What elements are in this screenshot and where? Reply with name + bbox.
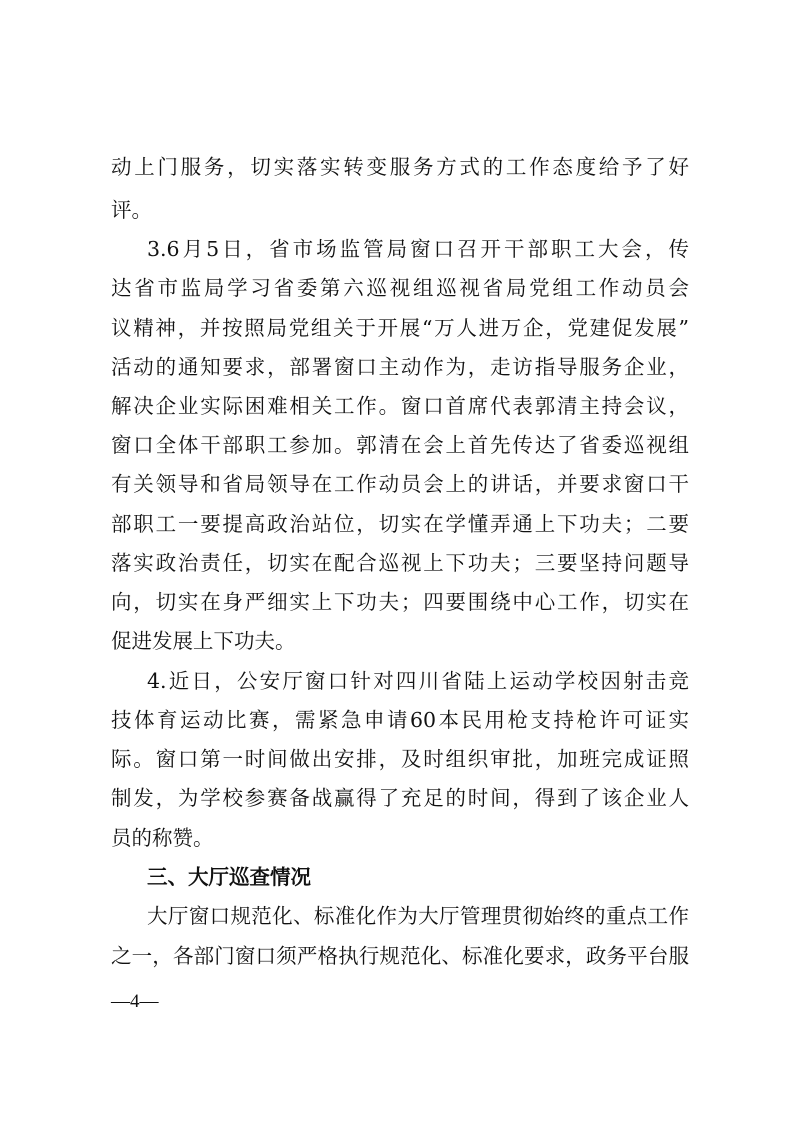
- paragraph-line: 员的称赞。: [111, 826, 214, 850]
- paragraph-line: 技体育运动比赛，需紧急申请60本民用枪支持枪许可证实: [111, 708, 689, 732]
- paragraph-line: 解决企业实际困难相关工作。窗口首席代表郭清主持会议，: [111, 394, 689, 418]
- paragraph-line: 议精神，并按照局党组关于开展“万人进万企，党建促发展”: [111, 316, 689, 340]
- paragraph-line: 大厅窗口规范化、标准化作为大厅管理贯彻始终的重点工作: [147, 904, 689, 928]
- paragraph-line: 动上门服务，切实落实转变服务方式的工作态度给予了好: [111, 155, 689, 179]
- section-heading: 三、大厅巡查情况: [147, 865, 311, 889]
- paragraph-line: 制发，为学校参赛备战赢得了充足的时间，得到了该企业人: [111, 786, 689, 810]
- paragraph-line: 4.近日，公安厅窗口针对四川省陆上运动学校因射击竞: [147, 669, 689, 693]
- paragraph-line: 窗口全体干部职工参加。郭清在会上首先传达了省委巡视组: [111, 433, 689, 457]
- paragraph-line: 向，切实在身严细实上下功夫；四要围绕中心工作，切实在: [111, 590, 689, 614]
- paragraph-line: 落实政治责任，切实在配合巡视上下功夫；三要坚持问题导: [111, 551, 689, 575]
- paragraph-line: 3.6月5日，省市场监管局窗口召开干部职工大会，传: [147, 237, 689, 261]
- paragraph-line: 有关领导和省局领导在工作动员会上的讲话，并要求窗口干: [111, 472, 689, 496]
- paragraph-line: 促进发展上下功夫。: [111, 629, 296, 653]
- page-number: —4—: [111, 991, 159, 1012]
- paragraph-line: 之一，各部门窗口须严格执行规范化、标准化要求，政务平台服: [111, 944, 689, 968]
- paragraph-line: 部职工一要提高政治站位，切实在学懂弄通上下功夫；二要: [111, 512, 689, 536]
- paragraph-line: 达省市监局学习省委第六巡视组巡视省局党组工作动员会: [111, 276, 689, 300]
- paragraph-line: 活动的通知要求，部署窗口主动作为，走访指导服务企业，: [111, 355, 689, 379]
- paragraph-line: 评。: [111, 198, 152, 222]
- paragraph-line: 际。窗口第一时间做出安排，及时组织审批，加班完成证照: [111, 747, 689, 771]
